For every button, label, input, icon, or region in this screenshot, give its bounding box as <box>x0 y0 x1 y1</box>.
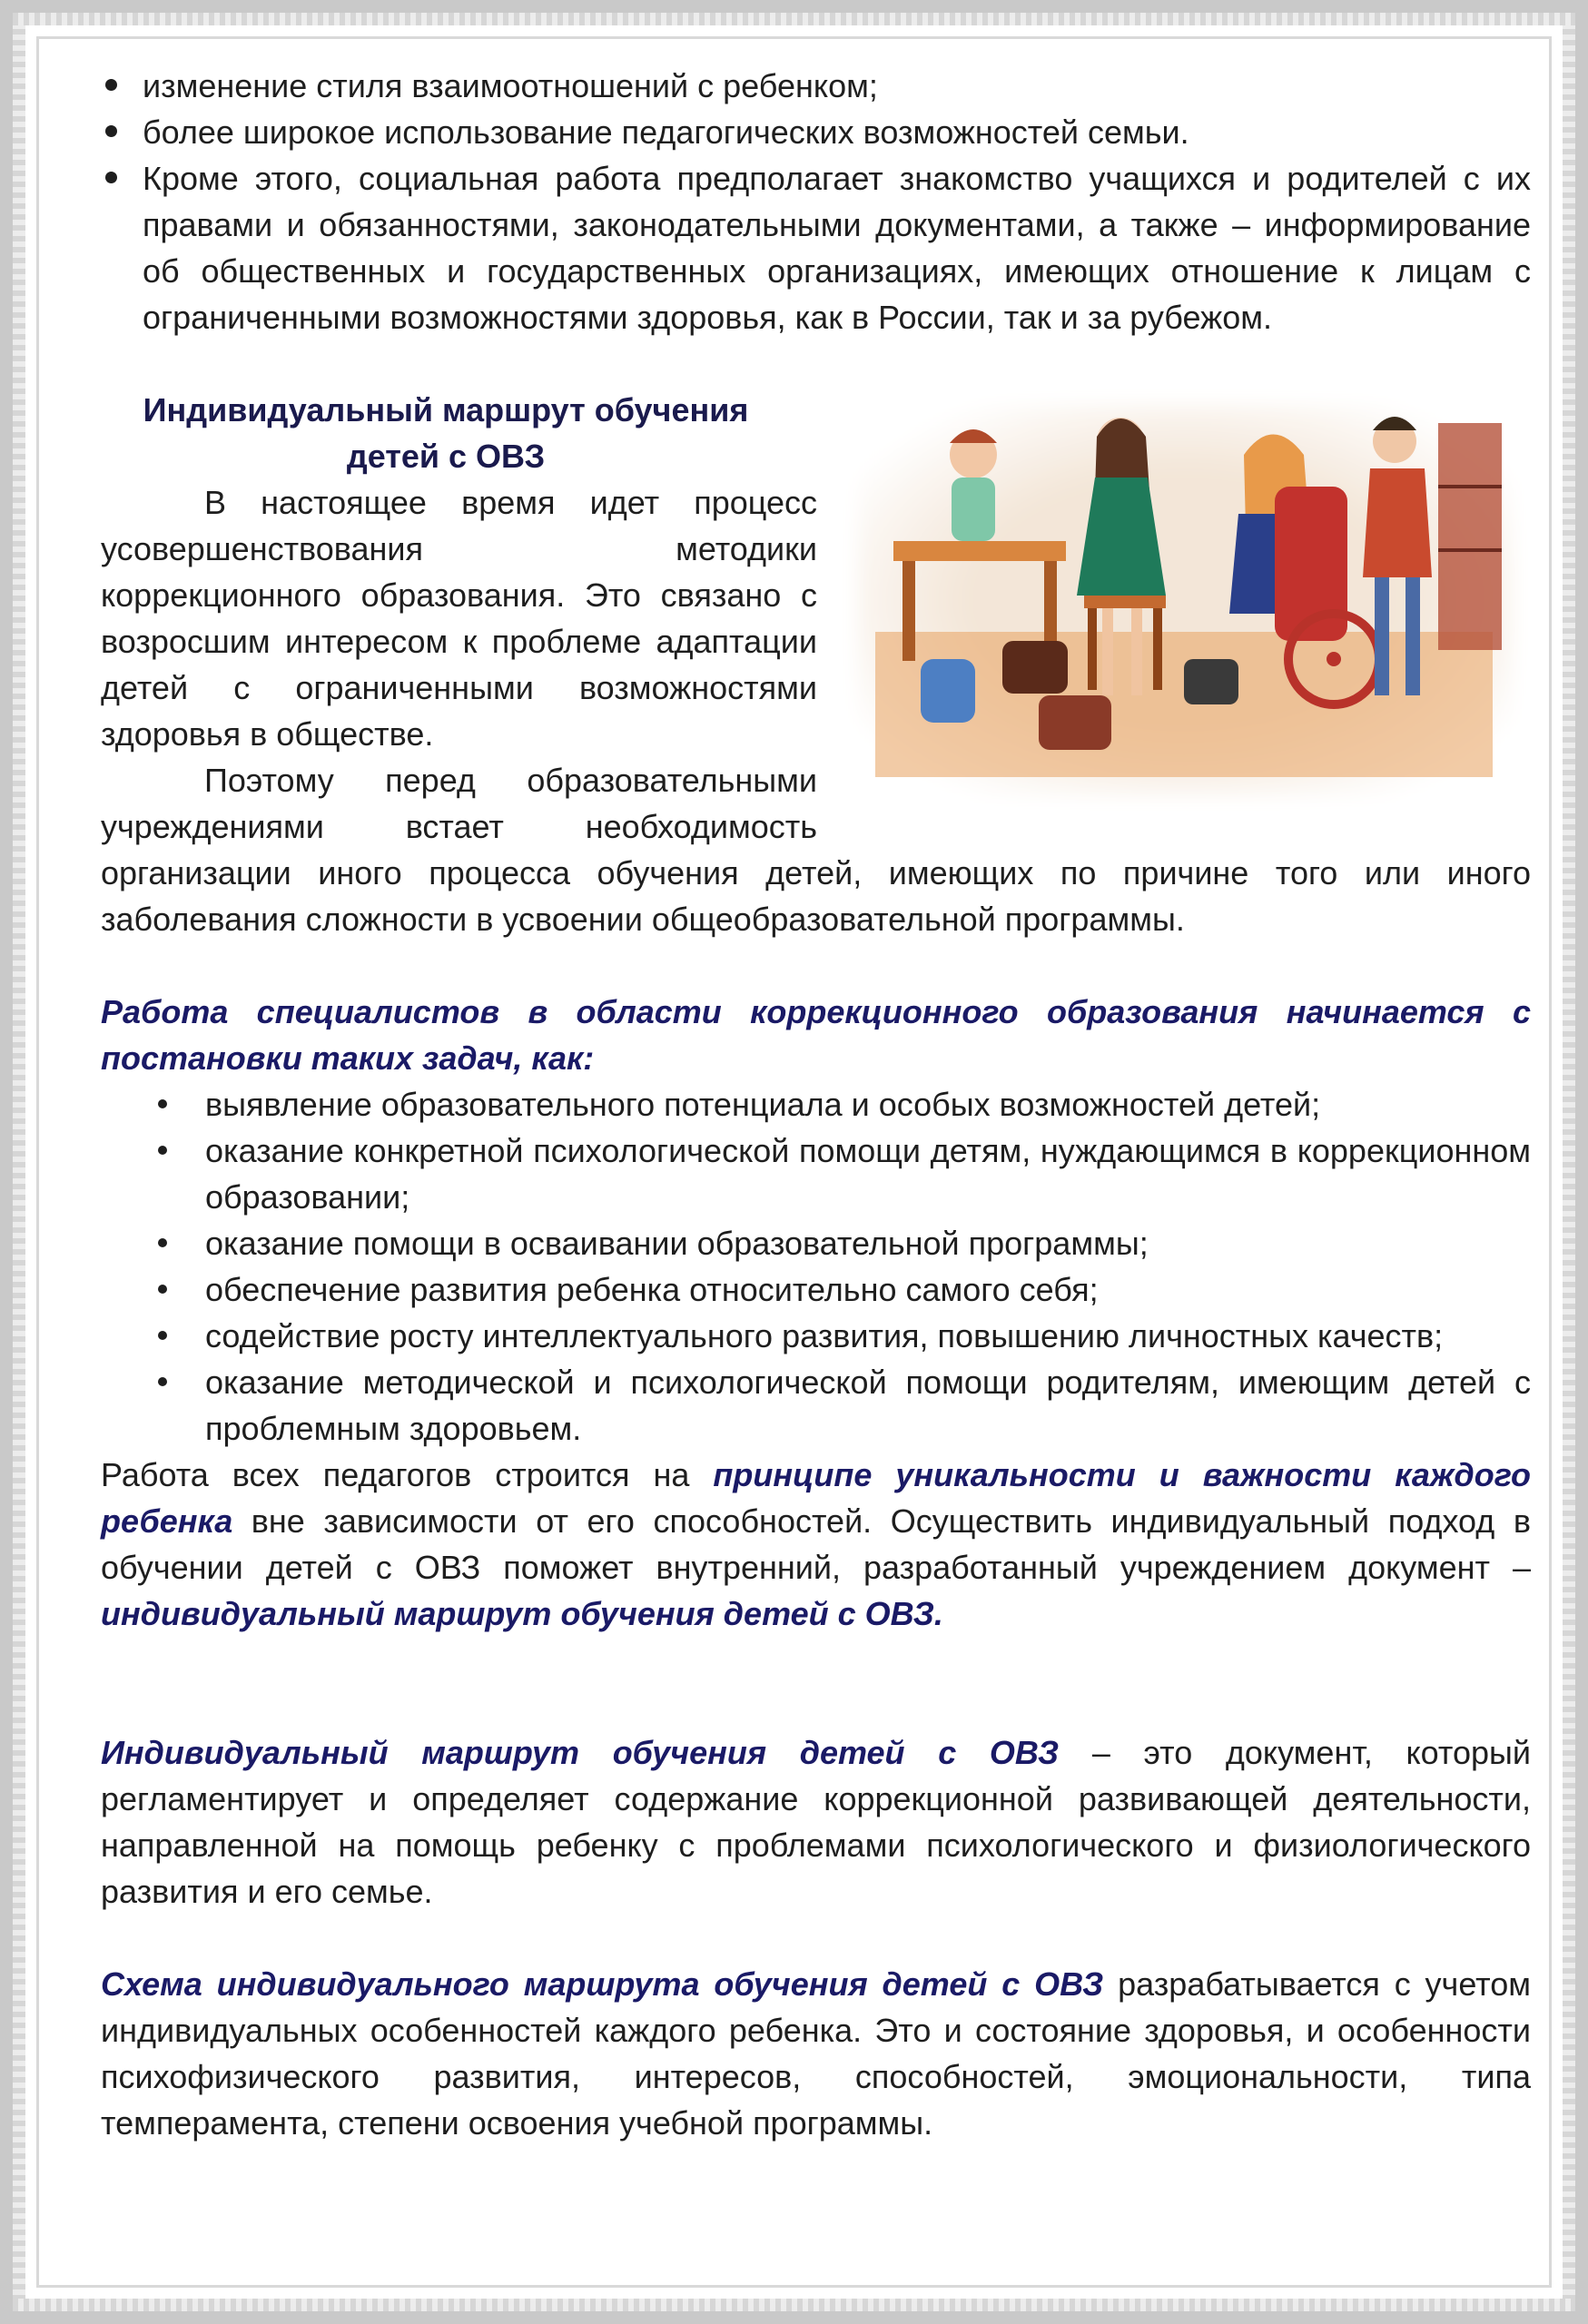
list-item-text: более широкое использование педагогических возможностей семьи. <box>143 113 1189 151</box>
list-item <box>205 1313 1531 1359</box>
emphasis-text: индивидуальный маршрут обучения детей с ОВЗ. <box>101 1595 943 1632</box>
paragraph-intro: В настоящее время идет процесс усовершенствования методики коррекционного образования. Это связано с возросшим интересом к проблеме адаптации детей с ограниченными возможностями здоровья в обществе. <box>101 484 817 753</box>
list-item <box>101 63 1531 109</box>
section-heading <box>101 387 791 479</box>
text-run: разрабатывается с учетом индивидуальных особенностей каждого ребенка. Это и состояние здоровья, и особенности психофизического развития, интересов, способностей, эмоциональности, типа темперамента, степени освоения учебной программы. <box>101 1965 1531 2142</box>
bullet-icon <box>158 1099 167 1108</box>
text-run: – это документ, который регламентирует и определяет содержание коррекционной развивающей деятельности, направленной на помощь ребенку с проблемами психологического и физиологического развития и его семье. <box>101 1734 1531 1910</box>
paragraph-definition <box>101 1729 1531 1915</box>
bullet-icon <box>158 1238 167 1247</box>
list-item-text: оказание конкретной психологической помощи детям, нуждающимся в коррекционном образовании; <box>205 1132 1531 1216</box>
bullet-icon <box>105 79 117 91</box>
section-heading-line-1: Индивидуальный маршрут обучения <box>143 391 749 428</box>
illustration-image <box>839 387 1531 813</box>
text-run: вне зависимости от его способностей. Осуществить индивидуальный подход в обучении детей с ОВЗ поможет внутренний, разработанный учреждением документ – <box>101 1502 1531 1586</box>
list-item-text: выявление образовательного потенциала и особых возможностей детей; <box>205 1086 1321 1123</box>
list-item <box>205 1359 1531 1452</box>
list-item-text: оказание методической и психологической помощи родителям, имеющим детей с проблемным здоровьем. <box>205 1364 1531 1447</box>
emphasis-text: Схема индивидуального маршрута обучения детей с ОВЗ <box>101 1965 1104 2003</box>
spacer <box>101 1637 1531 1729</box>
list-item <box>205 1220 1531 1266</box>
list-item <box>205 1266 1531 1313</box>
paragraph-necessity: Поэтому перед образовательными учреждениями встает необходимость организации иного процесса обучения детей, имеющих по причине того или иного заболевания сложности в усвоении общеобразовательной программы. <box>101 762 1531 938</box>
section-heading-line-2: детей с ОВЗ <box>346 438 546 475</box>
list-item-text: содействие росту интеллектуального развития, повышению личностных качеств; <box>205 1317 1444 1354</box>
text-run: Работа всех педагогов строится на <box>101 1456 714 1493</box>
document-content <box>101 63 1531 2146</box>
list-item <box>205 1081 1531 1128</box>
list-item-text: Кроме этого, социальная работа предполагает знакомство учащихся и родителей с их правами и обязанностями, законодательными документами, а также – информирование об общественных и государственных организациях, имеющих отношение к лицам с ограниченными возможностями здоровья, как в России, так и за рубежом. <box>143 160 1531 336</box>
list-item <box>205 1128 1531 1220</box>
paragraph-principle <box>101 1452 1531 1637</box>
list-item-text: изменение стиля взаимоотношений с ребенком; <box>143 67 878 104</box>
list-item <box>101 155 1531 340</box>
bullet-icon <box>158 1377 167 1386</box>
list-item-text: оказание помощи в осваивании образовательной программы; <box>205 1225 1149 1262</box>
bullet-icon <box>158 1146 167 1155</box>
children-drawing-illustration <box>839 387 1531 813</box>
bullet-icon <box>158 1331 167 1340</box>
bullet-icon <box>105 125 117 137</box>
intro-bullet-list <box>101 63 1531 340</box>
list-item <box>101 109 1531 155</box>
bullet-icon <box>105 172 117 183</box>
paragraph-scheme <box>101 1961 1531 2146</box>
list-item-text: обеспечение развития ребенка относительно самого себя; <box>205 1271 1099 1308</box>
bullet-icon <box>158 1285 167 1294</box>
spacer <box>101 1915 1531 1961</box>
tasks-list <box>101 1081 1531 1452</box>
route-section <box>101 387 1531 942</box>
emphasis-text: принципе уникальности и важности каждого ребенка <box>101 1456 1532 1540</box>
emphasis-text: Индивидуальный маршрут обучения детей с ОВЗ <box>101 1734 1060 1771</box>
spacer <box>101 942 1531 989</box>
tasks-intro: Работа специалистов в области коррекционного образования начинается с постановки таких задач, как: <box>101 993 1531 1077</box>
